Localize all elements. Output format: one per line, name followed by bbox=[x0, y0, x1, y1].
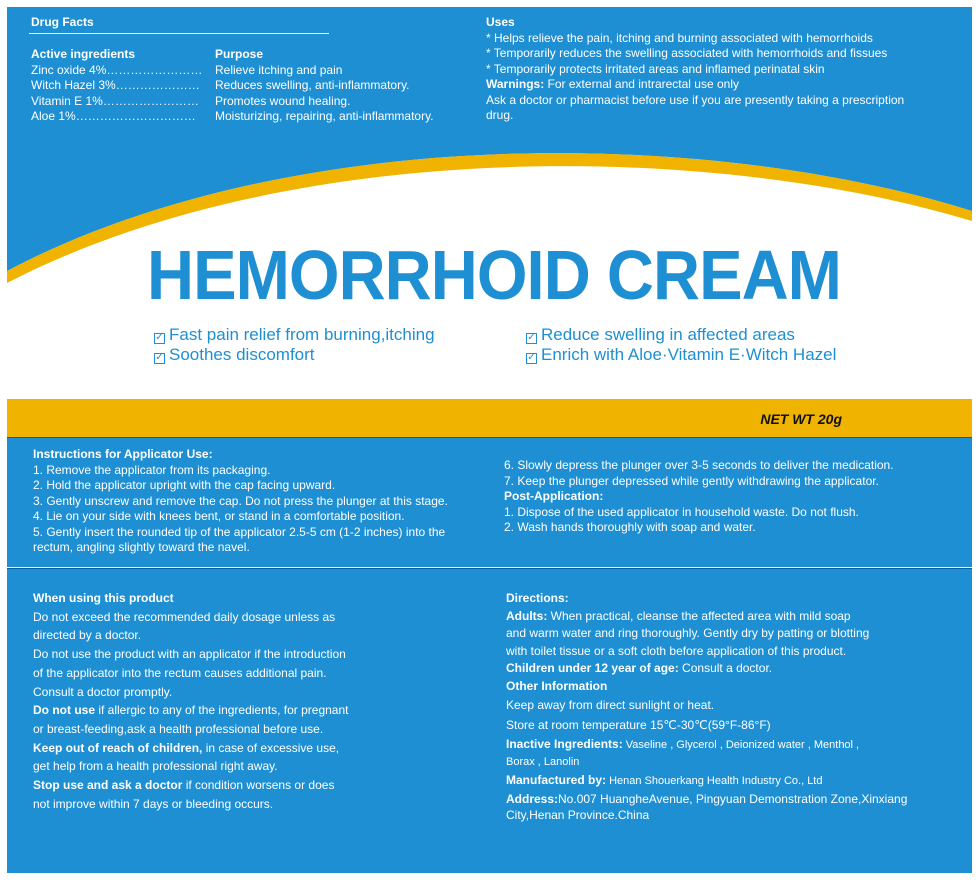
text-line: Keep away from direct sunlight or heat. bbox=[506, 698, 715, 713]
text-line: and warm water and ring thoroughly. Gently dry by patting or blotting bbox=[506, 626, 870, 641]
stop-use-line bbox=[33, 776, 348, 795]
manufacturer-line bbox=[506, 770, 907, 791]
drug-facts-title: Drug Facts bbox=[31, 15, 94, 29]
ingredient-row bbox=[31, 109, 471, 125]
text-line: Do not exceed the recommended daily dosage unless as bbox=[33, 609, 336, 624]
net-weight: NET WT 20g bbox=[760, 411, 842, 427]
ingredient-purpose: Reduces swelling, anti-inflammatory. bbox=[215, 78, 410, 92]
ingredient-purpose: Promotes wound healing. bbox=[215, 93, 351, 108]
address-label: Address: bbox=[506, 792, 559, 807]
stop-use-text: if condition worsens or does bbox=[182, 778, 335, 793]
checkbox-icon: ✓ bbox=[527, 332, 536, 343]
feature-item bbox=[526, 345, 836, 365]
children-line bbox=[506, 660, 907, 678]
ingredient-name: Aloe 1%………………………… bbox=[31, 109, 196, 123]
drug-facts-panel bbox=[7, 7, 972, 133]
instructions-right bbox=[504, 458, 894, 536]
instruction-step: 4. Lie on your side with knees bent, or stand in a comfortable position. bbox=[33, 509, 405, 523]
manufacturer-label: Manufactured by: bbox=[506, 773, 607, 788]
text-line: get help from a health professional right away. bbox=[33, 759, 278, 774]
uses-section bbox=[486, 15, 904, 124]
keep-out-label: Keep out of reach of children, bbox=[33, 740, 203, 755]
address-line bbox=[506, 791, 907, 808]
usage-panel bbox=[7, 568, 972, 873]
uses-title: Uses bbox=[486, 15, 515, 29]
inactive-text: Vaseline , Glycerol , Deionized water , Menthol , bbox=[622, 739, 860, 752]
adults-text: When practical, cleanse the affected area with mild soap bbox=[547, 608, 851, 623]
manufacturer-text: Henan Shouerkang Health Industry Co., Ltd bbox=[606, 775, 823, 788]
ingredient-row bbox=[31, 78, 471, 94]
inactive-label: Inactive Ingredients: bbox=[506, 737, 623, 752]
ask-doctor-line: drug. bbox=[486, 108, 514, 122]
instruction-step: 6. Slowly depress the plunger over 3-5 seconds to deliver the medication. bbox=[504, 458, 894, 472]
post-step: 2. Wash hands thoroughly with soap and water. bbox=[504, 520, 756, 534]
ask-doctor-line: Ask a doctor or pharmacist before use if you are presently taking a prescription bbox=[486, 92, 905, 107]
drug-facts-divider bbox=[29, 33, 329, 34]
instructions-panel bbox=[7, 437, 972, 567]
ingredient-purpose: Moisturizing, repairing, anti-inflammatory. bbox=[215, 109, 434, 123]
adults-line bbox=[506, 608, 907, 626]
warnings-text: For external and intrarectal use only bbox=[544, 77, 739, 91]
inactive-line-2: Borax , Lanolin bbox=[506, 756, 580, 769]
ingredient-name: Zinc oxide 4%…………………… bbox=[31, 62, 203, 77]
instruction-step: rectum, angling slightly toward the navel. bbox=[33, 540, 250, 554]
ingredients-header: Active ingredients bbox=[31, 47, 136, 61]
instruction-step: 7. Keep the plunger depressed while gently withdrawing the applicator. bbox=[504, 473, 879, 488]
uses-item: * Temporarily reduces the swelling associated with hemorrhoids and fissues bbox=[486, 46, 888, 60]
checkbox-icon: ✓ bbox=[527, 352, 536, 363]
when-using-title: When using this product bbox=[33, 591, 174, 605]
text-line: not improve within 7 days or bleeding occurs. bbox=[33, 796, 274, 811]
stop-use-label: Stop use and ask a doctor bbox=[33, 778, 183, 793]
feature-text: Soothes discomfort bbox=[169, 345, 315, 364]
storage-line: Store at room temperature 15℃-30℃(59°F-86°F) bbox=[506, 718, 771, 733]
text-line: or breast-feeding,ask a health professional before use. bbox=[33, 721, 324, 736]
warnings-line bbox=[486, 77, 904, 93]
directions-section bbox=[506, 589, 907, 823]
feature-item bbox=[526, 325, 795, 345]
instructions-left bbox=[33, 447, 448, 556]
feature-item bbox=[154, 325, 435, 345]
ingredient-row bbox=[31, 94, 471, 110]
instruction-step: 2. Hold the applicator upright with the cap facing upward. bbox=[33, 478, 336, 492]
ingredient-purpose: Relieve itching and pain bbox=[215, 62, 343, 77]
children-label: Children under 12 year of age: bbox=[506, 661, 679, 676]
text-line: of the applicator into the rectum causes additional pain. bbox=[33, 665, 327, 680]
ingredient-row bbox=[31, 63, 471, 79]
feature-item bbox=[154, 345, 315, 365]
keep-out-line bbox=[33, 739, 348, 758]
text-line: Consult a doctor promptly. bbox=[33, 684, 173, 699]
do-not-use-label: Do not use bbox=[33, 703, 95, 718]
instruction-step: 5. Gently insert the rounded tip of the applicator 2.5-5 cm (1-2 inches) into the bbox=[33, 524, 446, 539]
product-headline: HEMORRHOID CREAM bbox=[147, 236, 841, 314]
feature-text: Enrich with Aloe·Vitamin E·Witch Hazel bbox=[541, 345, 837, 364]
ingredient-name: Vitamin E 1%…………………… bbox=[31, 93, 199, 108]
feature-text: Reduce swelling in affected areas bbox=[541, 325, 795, 344]
text-line: directed by a doctor. bbox=[33, 628, 142, 643]
instruction-step: 3. Gently unscrew and remove the cap. Do not press the plunger at this stage. bbox=[33, 493, 448, 508]
drug-facts-header bbox=[31, 47, 471, 63]
address-text: No.007 HuangheAvenue, Pingyuan Demonstration Zone,Xinxiang bbox=[558, 792, 908, 807]
post-application-title: Post-Application: bbox=[504, 489, 604, 503]
when-using-section bbox=[33, 589, 348, 813]
instructions-title: Instructions for Applicator Use: bbox=[33, 447, 213, 461]
drug-facts-table bbox=[31, 47, 471, 125]
keep-out-text: in case of excessive use, bbox=[202, 740, 340, 755]
other-information-title: Other Information bbox=[506, 678, 608, 693]
text-line: Do not use the product with an applicator if the introduction bbox=[33, 647, 346, 662]
instruction-step: 1. Remove the applicator from its packaging. bbox=[33, 462, 271, 477]
ingredient-name: Witch Hazel 3%………………… bbox=[31, 78, 200, 92]
purpose-header: Purpose bbox=[215, 47, 264, 61]
feature-text: Fast pain relief from burning,itching bbox=[169, 325, 435, 344]
directions-title: Directions: bbox=[506, 591, 569, 605]
warnings-label: Warnings: bbox=[486, 77, 545, 91]
checkbox-icon: ✓ bbox=[155, 332, 164, 343]
address-line-2: City,Henan Province.China bbox=[506, 808, 650, 823]
inactive-line bbox=[506, 735, 907, 754]
post-step: 1. Dispose of the used applicator in household waste. Do not flush. bbox=[504, 504, 859, 519]
product-banner bbox=[7, 133, 972, 437]
adults-label: Adults: bbox=[506, 608, 548, 623]
text-line: with toilet tissue or a soft cloth before application of this product. bbox=[506, 643, 847, 658]
uses-item: * Helps relieve the pain, itching and burning associated with hemorrhoids bbox=[486, 30, 873, 45]
do-not-use-text: if allergic to any of the ingredients, for pregnant bbox=[95, 703, 349, 718]
do-not-use-line bbox=[33, 701, 348, 720]
children-text: Consult a doctor. bbox=[678, 661, 773, 676]
uses-item: * Temporarily protects irritated areas and inflamed perinatal skin bbox=[486, 61, 825, 76]
checkbox-icon: ✓ bbox=[155, 352, 164, 363]
